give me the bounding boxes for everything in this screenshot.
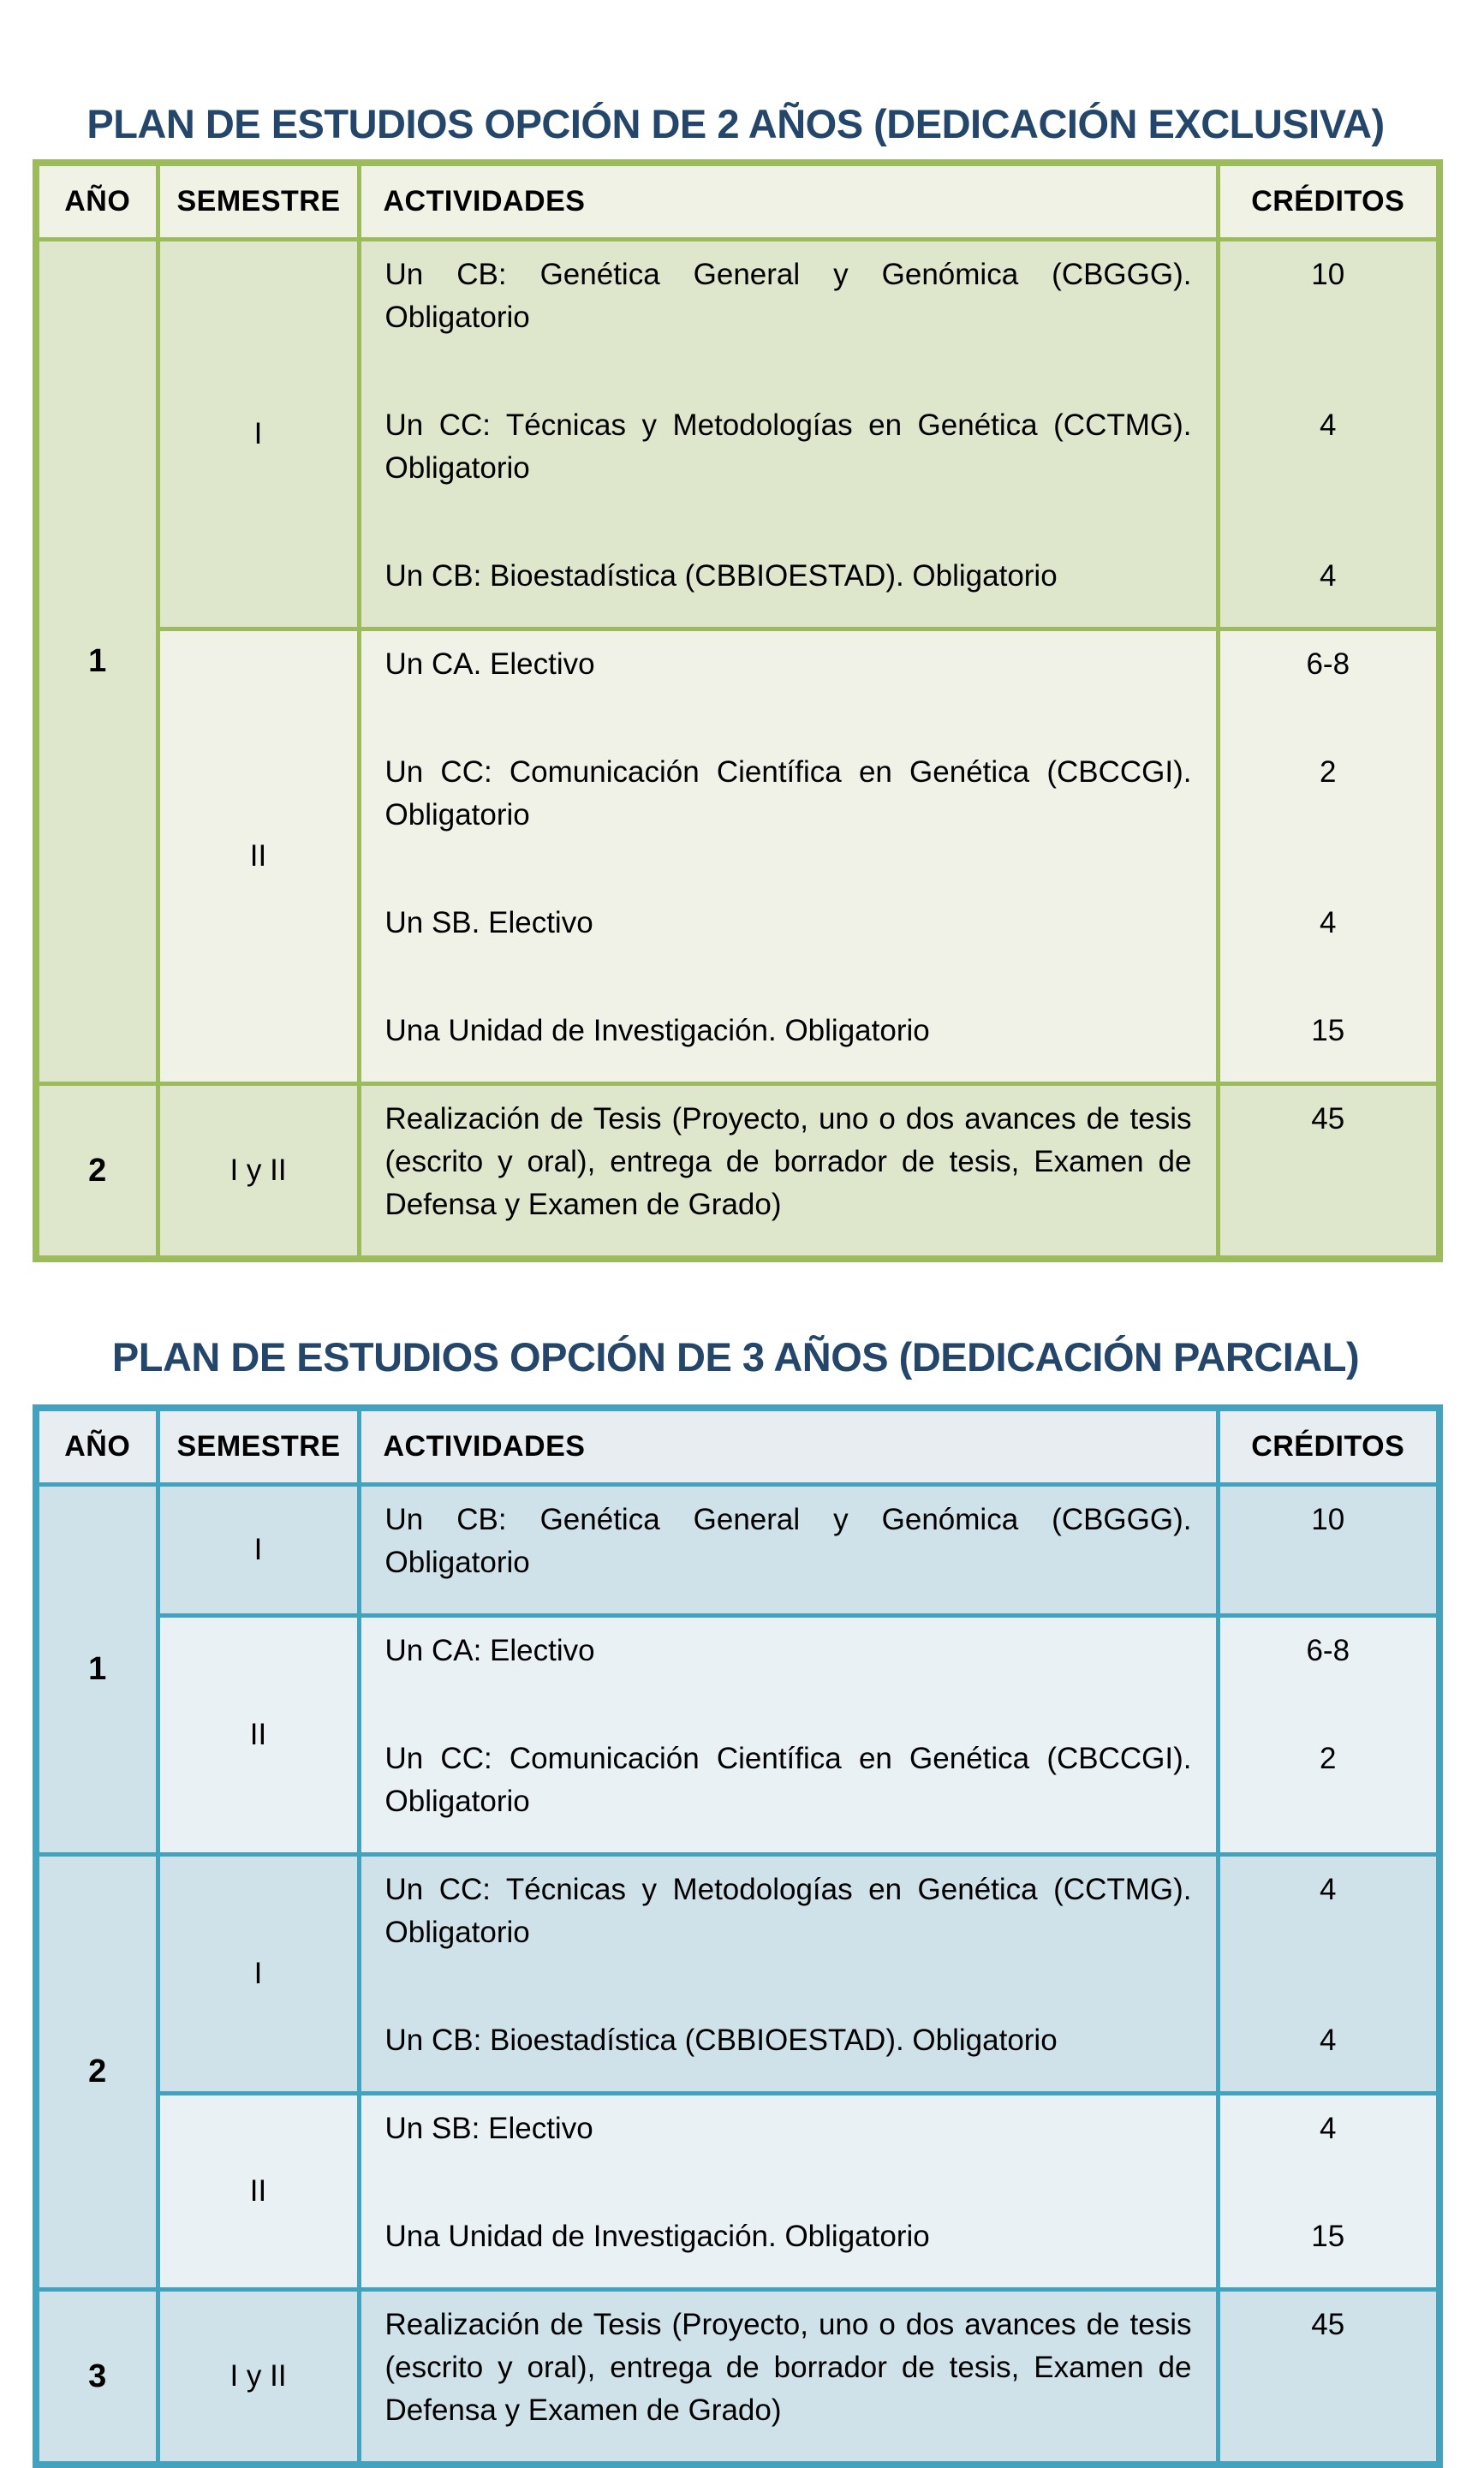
column-header-créditos: CRÉDITOS [1218,1408,1439,1485]
header-row [36,163,1439,240]
semester-cell: II [158,629,359,1084]
table-body [36,240,1439,1260]
table-row [36,1616,1439,1726]
credit-cell: 45 [1218,2290,1439,2465]
table-row [36,1855,1439,2008]
activity-cell: Un CC: Comunicación Científica en Genética (CBCCGI). Obligatorio [359,739,1218,890]
table-row [36,629,1439,740]
activity-cell: Un CB: Bioestadística (CBBIOESTAD). Obligatorio [359,543,1218,629]
activity-cell: Un CC: Técnicas y Metodologías en Genética (CCTMG). Obligatorio [359,1855,1218,2008]
column-header-año: AÑO [36,1408,158,1485]
credit-cell: 4 [1218,1855,1439,2008]
activity-cell: Un CB: Genética General y Genómica (CBGGG). Obligatorio [359,240,1218,393]
year-cell: 2 [36,1084,158,1260]
credit-cell: 15 [1218,2203,1439,2290]
column-header-créditos: CRÉDITOS [1218,163,1439,240]
table-row [36,2290,1439,2465]
activity-cell: Un CC: Comunicación Científica en Genética (CBCCGI). Obligatorio [359,1726,1218,1855]
activity-cell: Realización de Tesis (Proyecto, uno o dos avances de tesis (escrito y oral), entrega de borrador de tesis, Examen de Defensa y Examen de Grado) [359,1084,1218,1260]
column-header-semestre: SEMESTRE [158,1408,359,1485]
column-header-año: AÑO [36,163,158,240]
credit-cell: 6-8 [1218,1616,1439,1726]
semester-cell: I y II [158,2290,359,2465]
year-cell: 2 [36,1855,158,2290]
plan-title-2-anios: PLAN DE ESTUDIOS OPCIÓN DE 2 AÑOS (DEDICACIÓN EXCLUSIVA) [86,101,1385,146]
column-header-actividades: ACTIVIDADES [359,1408,1218,1485]
year-cell: 1 [36,1485,158,1855]
activity-cell: Un CB: Genética General y Genómica (CBGGG). Obligatorio [359,1485,1218,1616]
study-plan-table-3-anios [33,1404,1443,2468]
year-cell: 3 [36,2290,158,2465]
credit-cell: 4 [1218,2094,1439,2204]
header-row [36,1408,1439,1485]
credit-cell: 4 [1218,392,1439,543]
semester-cell: II [158,1616,359,1855]
table-row [36,1084,1439,1260]
table-header [36,163,1439,240]
credit-cell: 2 [1218,739,1439,890]
semester-cell: I [158,1485,359,1616]
activity-cell: Un SB. Electivo [359,890,1218,998]
activity-cell: Un CA: Electivo [359,1616,1218,1726]
table-header [36,1408,1439,1485]
activity-cell: Un SB: Electivo [359,2094,1218,2204]
credit-cell: 10 [1218,1485,1439,1616]
column-header-actividades: ACTIVIDADES [359,163,1218,240]
year-cell: 1 [36,240,158,1084]
table-row [36,240,1439,393]
credit-cell: 15 [1218,998,1439,1084]
activity-cell: Un CB: Bioestadística (CBBIOESTAD). Obligatorio [359,2007,1218,2094]
activity-cell: Una Unidad de Investigación. Obligatorio [359,998,1218,1084]
credit-cell: 2 [1218,1726,1439,1855]
table-row [36,1485,1439,1616]
semester-cell: I y II [158,1084,359,1260]
credit-cell: 4 [1218,543,1439,629]
credit-cell: 4 [1218,890,1439,998]
table-row [36,2094,1439,2204]
activity-cell: Un CC: Técnicas y Metodologías en Genética (CCTMG). Obligatorio [359,392,1218,543]
credit-cell: 6-8 [1218,629,1439,740]
credit-cell: 45 [1218,1084,1439,1260]
credit-cell: 4 [1218,2007,1439,2094]
activity-cell: Una Unidad de Investigación. Obligatorio [359,2203,1218,2290]
study-plan-table-2-anios [33,159,1443,1262]
activity-cell: Realización de Tesis (Proyecto, uno o dos avances de tesis (escrito y oral), entrega de borrador de tesis, Examen de Defensa y Examen de Grado) [359,2290,1218,2465]
column-header-semestre: SEMESTRE [158,163,359,240]
plan-section-2-anios [0,101,1484,1262]
credit-cell: 10 [1218,240,1439,393]
semester-cell: I [158,240,359,629]
plan-title-3-anios: PLAN DE ESTUDIOS OPCIÓN DE 3 AÑOS (DEDICACIÓN PARCIAL) [111,1334,1360,1380]
activity-cell: Un CA. Electivo [359,629,1218,740]
plan-section-3-anios [0,1334,1484,2468]
semester-cell: I [158,1855,359,2094]
semester-cell: II [158,2094,359,2290]
table-body [36,1485,1439,2465]
